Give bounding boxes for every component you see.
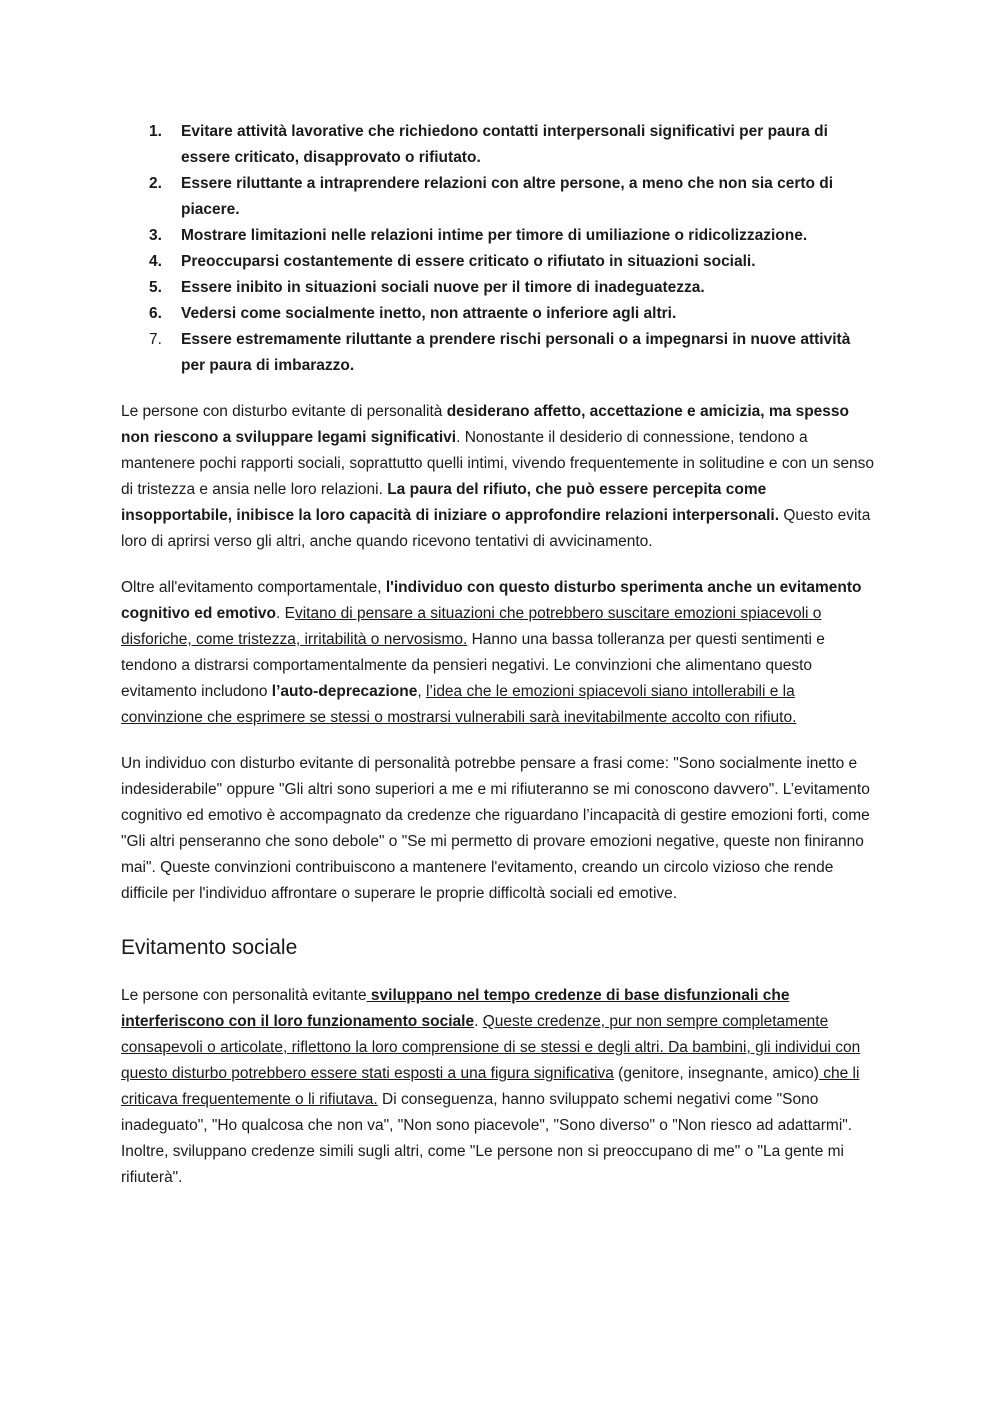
document-page (121, 119, 876, 1191)
text-run: Questo evita loro di aprirsi verso gli altri, anche quando ricevono tentativi di avvicinamento. (121, 507, 871, 550)
paragraph-cognitive-avoidance (121, 575, 876, 731)
list-item (121, 171, 876, 223)
paragraph-desire-for-affection (121, 399, 876, 555)
bold-text: desiderano affetto, accettazione e amicizia, ma spesso non riescono a sviluppare legami significativi (121, 403, 850, 446)
list-item (121, 327, 876, 379)
list-number: 7. (149, 331, 162, 348)
list-item (121, 275, 876, 301)
paragraph-core-beliefs (121, 983, 876, 1191)
text-run: Oltre all'evitamento comportamentale, (121, 579, 386, 596)
list-item-text: Essere inibito in situazioni sociali nuove per il timore di inadeguatezza. (181, 279, 705, 296)
list-item (121, 223, 876, 249)
text-run: Le persone con personalità evitante (121, 987, 367, 1004)
list-item-text: Essere estremamente riluttante a prendere rischi personali o a impegnarsi in nuove attività per paura di imbarazzo. (181, 331, 851, 374)
text-run: (genitore, insegnante, amico) (613, 1065, 819, 1082)
underlined-text: Queste credenze, pur non sempre completamente consapevoli o articolate, riflettono la loro comprensione di se stessi e degli altri. Da bambini, gli individui con questo disturbo potrebbero essere stati esposti a una figura significativa (121, 1013, 861, 1082)
list-number: 2. (149, 175, 162, 192)
text-run: Le persone con disturbo evitante di personalità (121, 403, 447, 420)
list-item-text: Preoccuparsi costantemente di essere criticato o rifiutato in situazioni sociali. (181, 253, 756, 270)
list-item-text: Vedersi come socialmente inetto, non attraente o inferiore agli altri. (181, 305, 677, 322)
list-item (121, 119, 876, 171)
bold-text: La paura del rifiuto, che può essere percepita come insopportabile, inibisce la loro capacità di iniziare o approfondire relazioni interpersonali. (121, 481, 780, 524)
list-item-text: Essere riluttante a intraprendere relazioni con altre persone, a meno che non sia certo di piacere. (181, 175, 834, 218)
criteria-list (121, 119, 876, 379)
text-run: , (417, 683, 426, 700)
list-number: 4. (149, 253, 162, 270)
list-number: 3. (149, 227, 162, 244)
bold-underlined-text: sviluppano nel tempo credenze di base disfunzionali che interferiscono con il loro funzionamento sociale (121, 987, 790, 1030)
underlined-text: che li criticava frequentemente o li rifiutava. (121, 1065, 860, 1108)
bold-text: l'individuo con questo disturbo sperimenta anche un evitamento cognitivo ed emotivo (121, 579, 862, 622)
section-heading: Evitamento sociale (121, 936, 298, 959)
text-run: Di conseguenza, hanno sviluppato schemi negativi come "Sono inadeguato", "Ho qualcosa che non va", "Non sono piacevole", "Sono diverso" o "Non riesco ad adattarmi". Inoltre, sviluppano credenze simili sugli altri, come "Le persone non si preoccupano di me" o "La gente mi rifiuterà". (121, 1091, 853, 1186)
list-item-text: Mostrare limitazioni nelle relazioni intime per timore di umiliazione o ridicolizzazione. (181, 227, 808, 244)
text-run: . Nonostante il desiderio di connessione, tendono a mantenere pochi rapporti sociali, soprattutto quelli intimi, vivendo frequentemente in solitudine e con un senso di tristezza e ansia nelle loro relazioni. (121, 429, 875, 498)
text-run: Hanno una bassa tolleranza per questi sentimenti e tendono a distrarsi comportamentalmente da pensieri negativi. Le convinzioni che alimentano questo evitamento includono (121, 631, 825, 700)
list-item (121, 301, 876, 327)
text-run: . E (276, 605, 295, 622)
list-item (121, 249, 876, 275)
list-number: 1. (149, 123, 162, 140)
bold-text: l’auto-deprecazione (271, 683, 418, 700)
underlined-text: vitano di pensare a situazioni che potrebbero suscitare emozioni spiacevoli o disforiche, come tristezza, irritabilità o nervosismo. (121, 605, 822, 648)
list-number: 5. (149, 279, 162, 296)
list-item-text: Evitare attività lavorative che richiedono contatti interpersonali significativi per paura di essere criticato, disapprovato o rifiutato. (181, 123, 828, 166)
list-number: 6. (149, 305, 162, 322)
underlined-text: l’idea che le emozioni spiacevoli siano intollerabili e la convinzione che esprimere se stessi o mostrarsi vulnerabili sarà inevitabilmente accolto con rifiuto. (121, 683, 797, 726)
text-run: . (474, 1013, 483, 1030)
paragraph-example-thoughts: Un individuo con disturbo evitante di personalità potrebbe pensare a frasi come: "Sono socialmente inetto e indesiderabile" oppure "Gli altri sono superiori a me e mi rifiuteranno se mi conoscono davvero". L’evitamento cognitivo ed emotivo è accompagnato da credenze che riguardano l’incapacità di gestire emozioni forti, come "Gli altri penseranno che sono debole" o "Se mi permetto di provare emozioni negative, queste non finiranno mai". Queste convinzioni contribuiscono a mantenere l'evitamento, creando un circolo vizioso che rende difficile per l'individuo affrontare o superare le proprie difficoltà sociali ed emotive. (121, 755, 870, 902)
